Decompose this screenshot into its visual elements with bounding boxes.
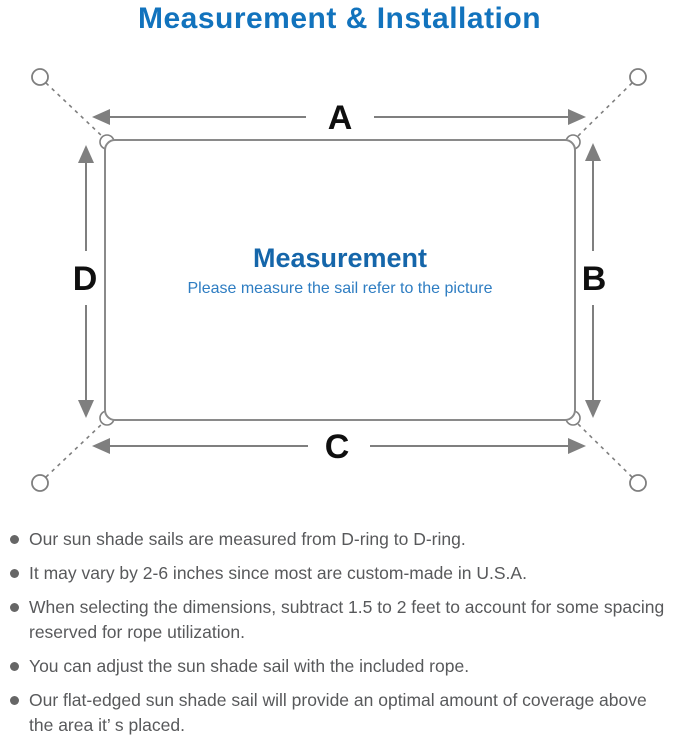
page-title: Measurement & Installation	[137, 2, 542, 35]
anchor-ring-icon	[32, 475, 48, 491]
measurement-diagram	[0, 55, 679, 515]
dimension-arrow-b	[582, 143, 607, 418]
bullet-icon	[10, 662, 19, 671]
note-text: Our flat-edged sun shade sail will provide an optimal amount of coverage above the area it’ s placed.	[29, 690, 647, 735]
diagram-center-subtitle: Please measure the sail refer to the picture	[187, 280, 493, 297]
arrowhead-down-icon	[585, 400, 601, 418]
rope-dashed-line	[46, 423, 103, 477]
note-text: You can adjust the sun shade sail with the included rope.	[29, 656, 470, 676]
rope-dashed-line	[577, 83, 632, 137]
note-text: It may vary by 2-6 inches since most are custom-made in U.S.A.	[29, 563, 527, 583]
list-item	[10, 527, 671, 552]
note-text: Our sun shade sails are measured from D-ring to D-ring.	[29, 529, 466, 549]
anchor-ring-icon	[630, 475, 646, 491]
dimension-arrow-a	[92, 99, 586, 137]
arrowhead-right-icon	[568, 109, 586, 125]
bullet-icon	[10, 696, 19, 705]
dimension-label-b: B	[581, 260, 607, 298]
dimension-label-a: A	[327, 99, 353, 137]
anchor-ring-icon	[630, 69, 646, 85]
dimension-arrow-c	[92, 428, 586, 466]
arrowhead-down-icon	[78, 400, 94, 418]
list-item	[10, 561, 671, 586]
dimension-arrow-d	[73, 145, 98, 418]
list-item	[10, 688, 671, 738]
dimension-label-d: D	[72, 260, 98, 298]
list-item	[10, 595, 671, 645]
bullet-icon	[10, 569, 19, 578]
note-text: When selecting the dimensions, subtract 1.5 to 2 feet to account for some spacing reserved for rope utilization.	[29, 597, 665, 642]
rope-dashed-line	[46, 83, 103, 137]
rope-dashed-line	[577, 423, 632, 477]
anchor-ring-icon	[32, 69, 48, 85]
list-item	[10, 654, 671, 679]
notes-list	[10, 527, 671, 739]
bullet-icon	[10, 535, 19, 544]
dimension-label-c: C	[324, 428, 350, 466]
diagram-center-title: Measurement	[252, 243, 428, 273]
arrowhead-right-icon	[568, 438, 586, 454]
bullet-icon	[10, 603, 19, 612]
